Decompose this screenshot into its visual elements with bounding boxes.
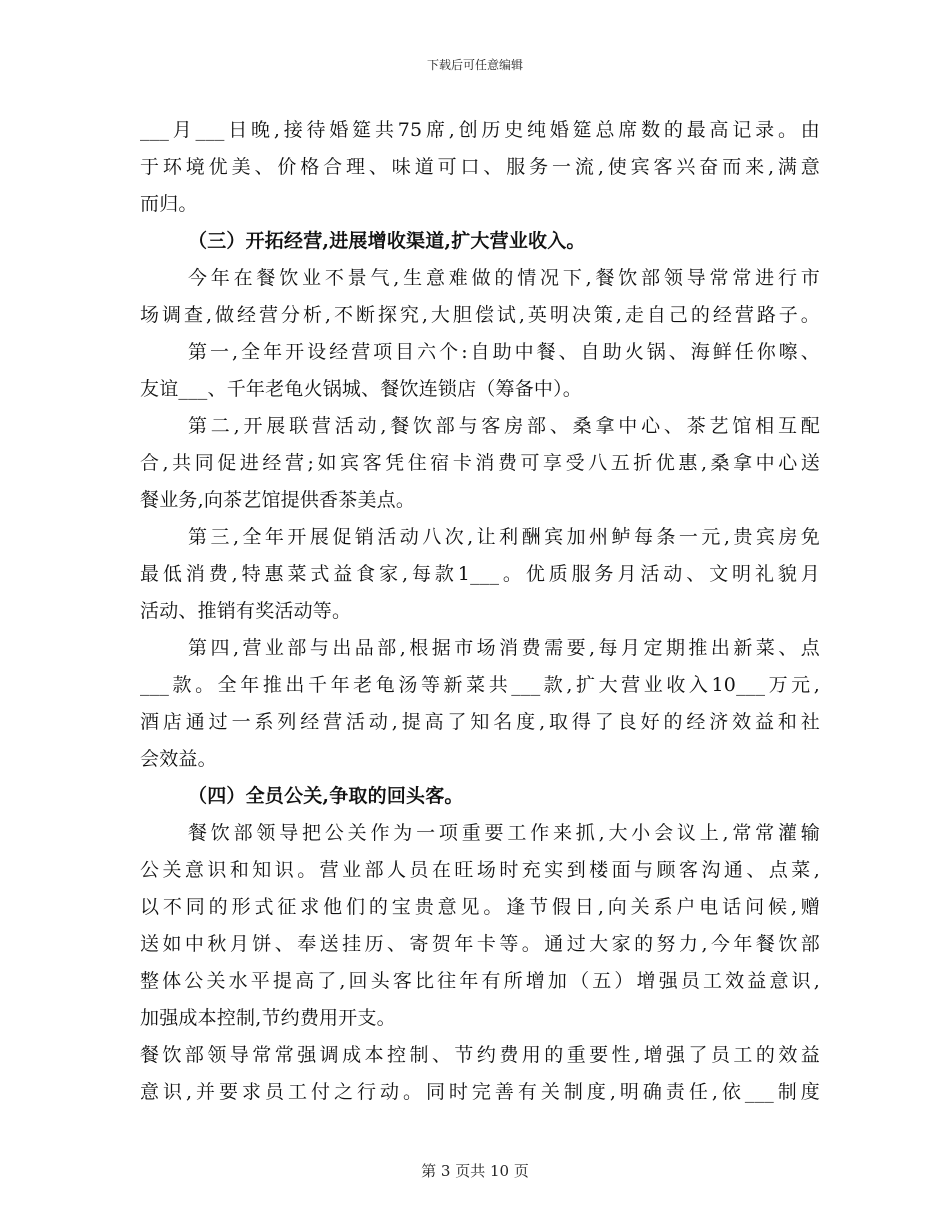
text-line: 意识,并要求员工付之行动。同时完善有关制度,明确责任,依___制度 bbox=[140, 1081, 820, 1103]
text-line: 整体公关水平提高了,回头客比往年有所增加（五）增强员工效益意识, bbox=[140, 970, 820, 992]
text-line: 餐饮部领导常常强调成本控制、节约费用的重要性,增强了员工的效益 bbox=[140, 1044, 820, 1066]
text-line: 活动、推销有奖活动等。 bbox=[140, 600, 352, 622]
text-line: 餐饮部领导把公关作为一项重要工作来抓,大小会议上,常常灌输 bbox=[188, 822, 820, 844]
document-body bbox=[140, 112, 820, 1111]
text-line: ___款。全年推出千年老龟汤等新菜共___款,扩大营业收入10___万元, bbox=[140, 674, 820, 696]
text-line: 公关意识和知识。营业部人员在旺场时充实到楼面与顾客沟通、点菜, bbox=[140, 859, 820, 881]
text-line: 今年在餐饮业不景气,生意难做的情况下,餐饮部领导常常进行市 bbox=[188, 267, 820, 289]
text-line: 酒店通过一系列经营活动,提高了知名度,取得了良好的经济效益和社 bbox=[140, 711, 820, 733]
text-line: 第二,开展联营活动,餐饮部与客房部、桑拿中心、茶艺馆相互配 bbox=[188, 415, 820, 437]
text-line: 场调查,做经营分析,不断探究,大胆偿试,英明决策,走自己的经营路子。 bbox=[140, 304, 820, 326]
text-line: 餐业务,向茶艺馆提供香茶美点。 bbox=[140, 489, 416, 511]
page-footer: 第 3 页共 10 页 bbox=[421, 1162, 529, 1180]
page-header: 下载后可任意编辑 bbox=[426, 58, 523, 72]
text-line: 以不同的形式征求他们的宝贵意见。逢节假日,向关系户电话问候,赠 bbox=[140, 896, 820, 918]
text-line: 第三,全年开展促销活动八次,让利酬宾加州鲈每条一元,贵宾房免 bbox=[188, 526, 820, 548]
text-line: 第四,营业部与出品部,根据市场消费需要,每月定期推出新菜、点 bbox=[188, 637, 820, 659]
text-line: ___月___日晚,接待婚筵共75席,创历史纯婚筵总席数的最高记录。由 bbox=[140, 119, 820, 141]
text-line: 最低消费,特惠菜式益食家,每款1___。优质服务月活动、文明礼貌月 bbox=[140, 563, 820, 585]
text-line: 友谊___、千年老龟火锅城、餐饮连锁店（筹备中）。 bbox=[140, 378, 583, 400]
text-line: 合,共同促进经营;如宾客凭住宿卡消费可享受八五折优惠,桑拿中心送 bbox=[140, 452, 820, 474]
text-line: 而归。 bbox=[140, 193, 198, 215]
text-line: 加强成本控制,节约费用开支。 bbox=[140, 1007, 396, 1029]
section-heading: （四）全员公关,争取的回头客。 bbox=[188, 785, 464, 807]
text-line: 于环境优美、价格合理、味道可口、服务一流,使宾客兴奋而来,满意 bbox=[140, 156, 820, 178]
section-heading: （三）开拓经营,进展增收渠道,扩大营业收入。 bbox=[188, 230, 586, 252]
text-line: 第一,全年开设经营项目六个:自助中餐、自助火锅、海鲜任你嚓、 bbox=[188, 341, 820, 363]
text-line: 会效益。 bbox=[140, 748, 217, 770]
text-line: 送如中秋月饼、奉送挂历、寄贺年卡等。通过大家的努力,今年餐饮部 bbox=[140, 933, 820, 955]
